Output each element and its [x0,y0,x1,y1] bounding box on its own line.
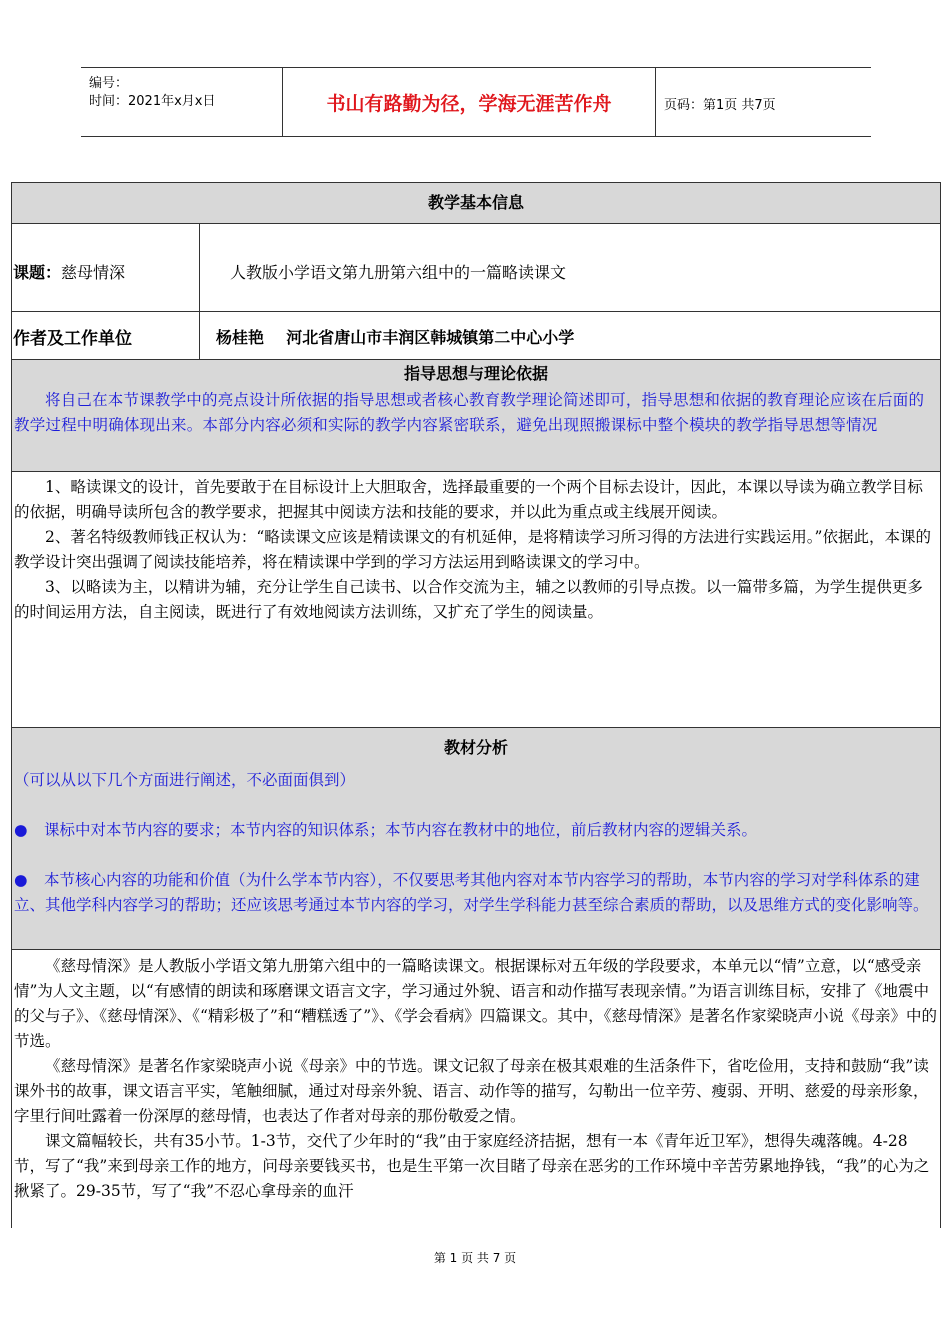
topic-desc-cell [200,224,940,311]
guide-paragraph-3: 3、以略读为主，以精讲为辅，充分让学生自己读书、以合作交流为主，辅之以教师的引导点拨。以一篇带多篇，为学生提供更多的时间运用方法，自主阅读，既进行了有效地阅读方法训练，又扩充了学生的阅读量。 [14,578,923,621]
material-header-block [12,727,940,949]
author-label: 作者及工作单位 [12,312,200,359]
topic-desc: 人教版小学语文第九册第六组中的一篇略读课文 [230,263,567,282]
guide-paragraph-1: 1、略读课文的设计，首先要敢于在目标设计上大胆取舍，选择最重要的一个两个目标去设计，因此，本课以导读为确立教学目标的依据，明确导读所包含的教学要求，把握其中阅读方法和技能的要求，并以此为重点或主线展开阅读。 [14,478,923,521]
section-title-guide: 指导思想与理论依据 [403,364,548,383]
guide-instruction: 将自己在本节课教学中的亮点设计所依据的指导思想或者核心教育教学理论简述即可，指导思想和依据的教育理论应该在后面的教学过程中明确体现出来。本部分内容必须和实际的教学内容紧密联系，避免出现照搬课标中整个模块的教学指导思想等情况 [14,391,925,434]
guide-paragraph-2: 2、著名特级教师钱正权认为：“略读课文应该是精读课文的有机延伸，是将精读学习所习得的方法进行实践运用。”依据此，本课的教学设计突出强调了阅读技能培养，将在精读课中学到的学习方法运用到略读课文的学习中。 [14,528,931,571]
lesson-plan-table [11,182,941,1228]
material-bullet-1-text: 课标中对本节内容的要求；本节内容的知识体系；本节内容在教材中的地位，前后教材内容的逻辑关系。 [44,821,758,839]
topic-value: 慈母情深 [61,263,126,282]
bullet-icon: ● [14,871,28,889]
material-body [12,949,940,1228]
time-label: 时间：2021年x月x日 [89,94,216,109]
guide-body [12,471,940,727]
material-paragraph-2: 《慈母情深》是著名作家梁晓声小说《母亲》中的节选。课文记叙了母亲在极其艰难的生活条件下，省吃俭用，支持和鼓励“我”读课外书的故事，课文语言平实，笔触细腻，通过对母亲外貌、语言、动作等的描写，勾勒出一位辛劳、瘦弱、开明、慈爱的母亲形象，字里行间吐露着一份深厚的慈母情，也表达了作者对母亲的那份敬爱之情。 [14,1057,929,1125]
section-title-basic [12,183,940,223]
document-header [81,67,871,137]
material-hint: （可以从以下几个方面进行阐述，不必面面俱到） [14,771,356,789]
bullet-icon: ● [14,821,28,839]
topic-label-cell [12,224,200,311]
number-label: 编号： [89,76,129,91]
material-bullet-1 [14,818,938,843]
material-bullet-2 [14,868,938,918]
section-title-basic-text: 教学基本信息 [427,193,524,212]
page-footer: 第 1 页 共 7 页 [433,1251,517,1265]
guide-header-block [12,359,940,471]
motto: 书山有路勤为径，学海无涯苦作舟 [283,68,656,136]
section-title-material: 教材分析 [443,738,508,757]
material-paragraph-3: 课文篇幅较长，共有35小节。1-3节，交代了少年时的“我”由于家庭经济拮据，想有一本《青年近卫军》，想得失魂落魄。4-28节，写了“我”来到母亲工作的地方，问母亲要钱买书，也是生平第一次目睹了母亲在恶劣的工作环境中辛苦劳累地挣钱，“我”的心为之揪紧了。29-35节，写了“我”不忍心拿母亲的血汗 [14,1132,930,1200]
author-row [12,311,940,359]
topic-label: 课题： [13,263,62,282]
header-meta-cell [81,68,283,136]
page-info: 页码：第1页 共7页 [664,98,776,113]
author-value: 杨桂艳 河北省唐山市丰润区韩城镇第二中心小学 [216,328,575,347]
topic-row [12,223,940,311]
material-paragraph-1: 《慈母情深》是人教版小学语文第九册第六组中的一篇略读课文。根据课标对五年级的学段要求，本单元以“情”立意，以“感受亲情”为人文主题，以“有感情的朗读和琢磨课文语言文字，学习通过外貌、语言和动作描写表现亲情。”为语言训练目标，安排了《地震中的父与子》、《慈母情深》、《“精彩极了”和“糟糕透了”》、《学会看病》四篇课文。其中，《慈母情深》是著名作家梁晓声小说《母亲》中的节选。 [14,957,937,1050]
material-bullet-2-text: 本节核心内容的功能和价值（为什么学本节内容），不仅要思考其他内容对本节内容学习的帮助，本节内容的学习对学科体系的建立、其他学科内容学习的帮助；还应该思考通过本节内容的学习，对学生学科能力甚至综合素质的帮助，以及思维方式的变化影响等。 [14,871,929,914]
